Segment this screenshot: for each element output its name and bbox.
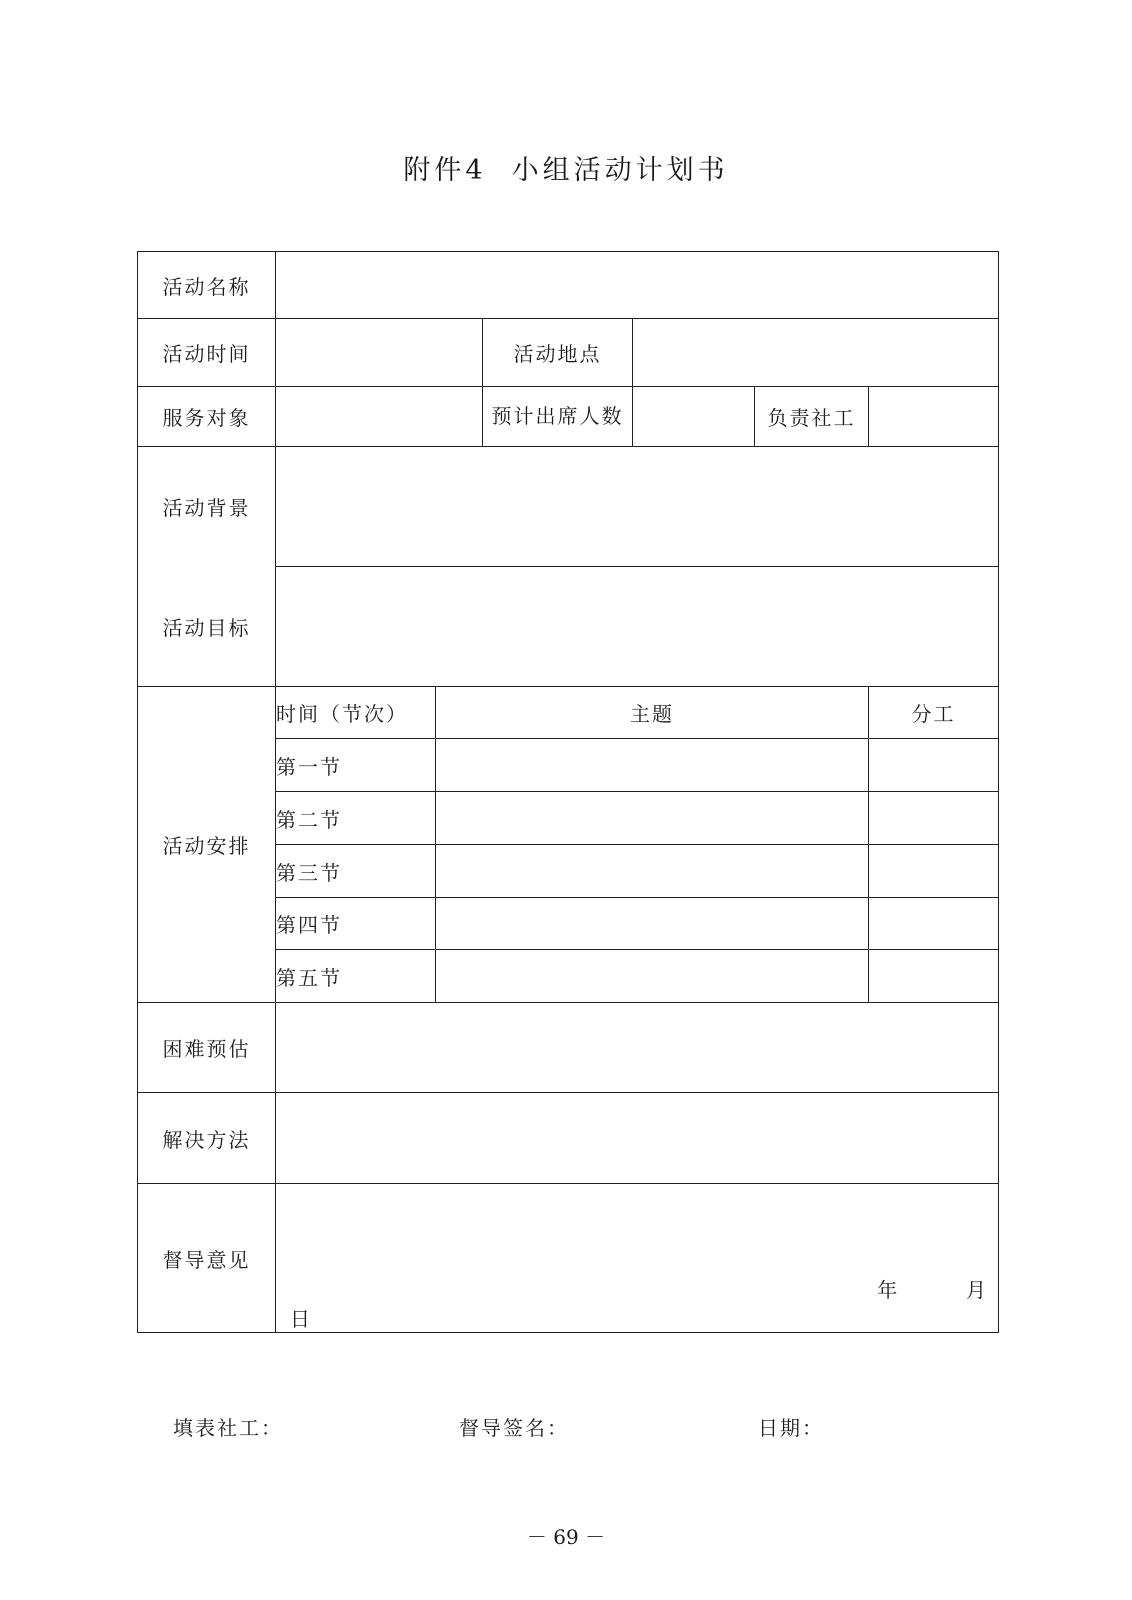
session-4-division-field[interactable]: [869, 898, 999, 950]
activity-time-label: 活动时间: [138, 319, 276, 387]
expected-attendance-field[interactable]: [633, 387, 755, 447]
activity-location-label: 活动地点: [483, 319, 633, 387]
supervisor-opinion-field[interactable]: [276, 1184, 999, 1333]
date-label: 日期：: [758, 1416, 824, 1440]
supervisor-date-year-month: 年 月: [877, 1278, 989, 1302]
schedule-header-theme: 主题: [436, 687, 869, 739]
session-3-label: 第三节: [276, 845, 436, 898]
activity-location-field[interactable]: [633, 319, 999, 387]
activity-name-label: 活动名称: [138, 252, 276, 319]
activity-time-field[interactable]: [276, 319, 483, 387]
service-target-label: 服务对象: [138, 387, 276, 447]
page-number: － 69 －: [526, 1525, 606, 1549]
difficulty-label: 困难预估: [138, 1003, 276, 1093]
session-3-theme-field[interactable]: [436, 845, 869, 898]
difficulty-field[interactable]: [276, 1003, 999, 1093]
responsible-worker-field[interactable]: [869, 387, 999, 447]
goals-field[interactable]: [276, 567, 999, 687]
supervisor-date-day: 日: [290, 1307, 312, 1331]
schedule-header-time: 时间（节次）: [276, 687, 436, 739]
filler-label: 填表社工：: [173, 1416, 283, 1440]
session-1-division-field[interactable]: [869, 739, 999, 792]
session-2-theme-field[interactable]: [436, 792, 869, 845]
session-2-division-field[interactable]: [869, 792, 999, 845]
goals-label: 活动目标: [138, 567, 276, 687]
background-field[interactable]: [276, 447, 999, 567]
responsible-worker-label: 负责社工: [755, 387, 869, 447]
session-4-theme-field[interactable]: [436, 898, 869, 950]
session-3-division-field[interactable]: [869, 845, 999, 898]
session-5-division-field[interactable]: [869, 950, 999, 1003]
solution-label: 解决方法: [138, 1093, 276, 1184]
schedule-header-division: 分工: [869, 687, 999, 739]
expected-attendance-label: 预计出席人数: [483, 387, 633, 447]
arrangement-label: 活动安排: [138, 687, 276, 1003]
supervisor-opinion-label: 督导意见: [138, 1184, 276, 1333]
background-label: 活动背景: [138, 447, 276, 567]
session-2-label: 第二节: [276, 792, 436, 845]
supervisor-sign-label: 督导签名：: [459, 1416, 569, 1440]
activity-plan-form: [137, 251, 999, 1333]
solution-field[interactable]: [276, 1093, 999, 1184]
session-4-label: 第四节: [276, 898, 436, 950]
session-1-label: 第一节: [276, 739, 436, 792]
session-5-label: 第五节: [276, 950, 436, 1003]
session-5-theme-field[interactable]: [436, 950, 869, 1003]
page-title: 附件4 小组活动计划书: [403, 155, 729, 186]
service-target-field[interactable]: [276, 387, 483, 447]
activity-name-field[interactable]: [276, 252, 999, 319]
session-1-theme-field[interactable]: [436, 739, 869, 792]
